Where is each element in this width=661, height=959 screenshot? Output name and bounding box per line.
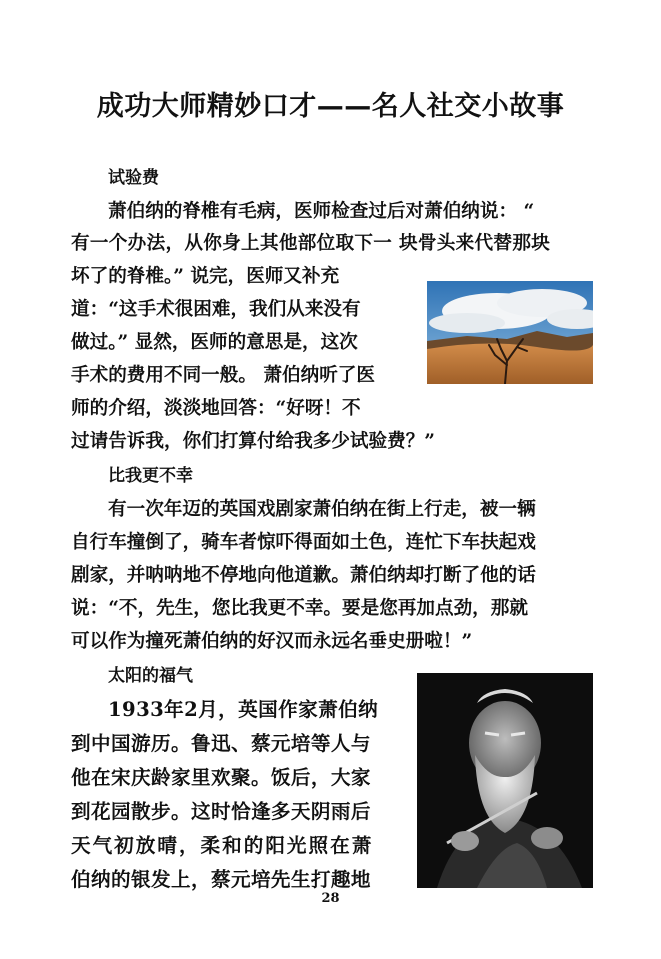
story3-line: 他在宋庆龄家里欢聚。饭后，大家 [71, 766, 371, 789]
shaw-portrait-photo [417, 673, 593, 888]
page-number: 28 [321, 891, 340, 906]
story2-line: 说：“不，先生，您比我更不幸。要是您再加点劲，那就 [71, 598, 528, 619]
story1-line: 手术的费用不同一般。 萧伯纳听了医 [71, 365, 375, 386]
story1-line: 有一个办法，从你身上其他部位取下一 块骨头来代替那块 [71, 233, 551, 254]
story3-line: 1933年2月，英国作家萧伯纳 [108, 698, 379, 721]
story3-line: 到花园散步。这时恰逢多天阴雨后 [71, 800, 371, 823]
story1-line: 坏了的脊椎。” 说完，医师又补充 [71, 266, 340, 287]
story2-line: 自行车撞倒了，骑车者惊吓得面如土色，连忙下车扶起戏 [71, 532, 536, 553]
portrait-image [417, 673, 593, 888]
story2-line: 剧家，并呐呐地不停地向他道歉。萧伯纳却打断了他的话 [71, 565, 536, 586]
story3-line: 到中国游历。鲁迅、蔡元培等人与 [71, 732, 371, 755]
story2-line: 有一次年迈的英国戏剧家萧伯纳在街上行走，被一辆 [108, 499, 536, 520]
page-title: 成功大师精妙口才——名人社交小故事 [96, 91, 565, 122]
story1-line: 道：“这手术很困难，我们从来没有 [71, 299, 361, 320]
story1-line: 萧伯纳的脊椎有毛病，医师检查过后对萧伯纳说： “ [108, 201, 535, 222]
story3-line: 伯纳的银发上，蔡元培先生打趣地 [71, 868, 371, 891]
story1-line: 过请告诉我，你们打算付给我多少试验费？” [71, 431, 435, 452]
story3-line: 天气初放晴，柔和的阳光照在萧 [71, 834, 374, 857]
story-heading-sun-fortune: 太阳的福气 [108, 666, 193, 686]
desert-landscape-image [427, 281, 593, 384]
desert-tree-photo [427, 281, 593, 384]
story1-line: 师的介绍，淡淡地回答：“好呀！不 [71, 398, 361, 419]
story2-line: 可以作为撞死萧伯纳的好汉而永远名垂史册啦！” [71, 631, 473, 652]
story1-line: 做过。” 显然，医师的意思是，这次 [71, 332, 358, 353]
story-heading-more-unfortunate: 比我更不幸 [108, 466, 193, 486]
story-heading-trial-fee: 试验费 [108, 168, 159, 188]
